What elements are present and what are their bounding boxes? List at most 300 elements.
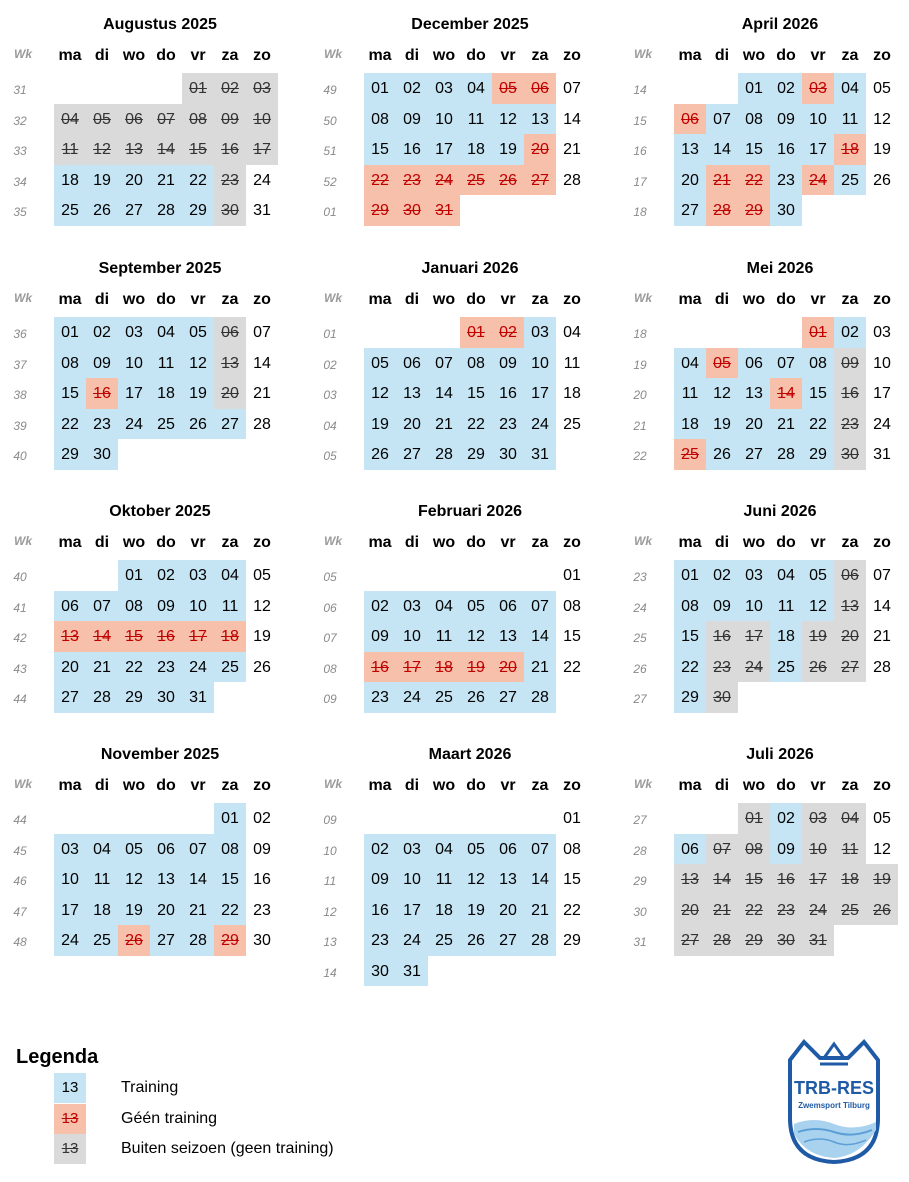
day-cell: 28 — [182, 925, 214, 956]
day-cell: 17 — [396, 895, 428, 926]
day-cell: 29 — [364, 195, 396, 226]
day-cell: 25 — [834, 895, 866, 926]
day-cell: 10 — [524, 348, 556, 379]
weekday-header: ma — [368, 291, 392, 308]
weekday-header: vr — [190, 47, 206, 64]
weekday-header: zo — [253, 291, 271, 308]
month-title: April 2026 — [741, 16, 819, 33]
week-number: 43 — [13, 661, 27, 676]
day-cell: 22 — [214, 895, 246, 926]
day-cell: 01 — [563, 567, 581, 584]
day-cell: 09 — [770, 104, 802, 135]
day-cell: 02 — [253, 810, 271, 827]
weekday-header: di — [714, 291, 730, 308]
weekday-header: zo — [563, 47, 581, 64]
day-cell: 21 — [706, 895, 738, 926]
day-cell: 06 — [396, 348, 428, 379]
week-number: 44 — [13, 813, 27, 827]
week-number: 29 — [633, 874, 647, 888]
day-cell: 04 — [54, 104, 86, 135]
day-cell: 12 — [706, 378, 738, 409]
week-number: 31 — [633, 935, 647, 949]
day-cell: 24 — [253, 171, 271, 189]
day-cell: 04 — [214, 560, 246, 591]
day-cell: 28 — [524, 682, 556, 713]
weekday-header: di — [94, 291, 110, 308]
day-cell: 20 — [396, 409, 428, 440]
weekday-header: zo — [253, 534, 271, 551]
week-number: 08 — [323, 661, 337, 676]
day-cell: 11 — [54, 134, 86, 165]
day-cell: 28 — [563, 171, 581, 189]
day-cell: 24 — [738, 652, 770, 683]
day-cell: 02 — [364, 834, 396, 865]
day-cell: 05 — [492, 73, 524, 104]
day-cell: 13 — [396, 378, 428, 409]
weekday-header: vr — [500, 47, 516, 64]
weekday-header: wo — [742, 291, 766, 308]
day-cell: 30 — [834, 439, 866, 470]
day-cell: 06 — [492, 591, 524, 622]
day-cell: 30 — [706, 682, 738, 713]
weekday-header: za — [531, 777, 549, 794]
day-cell: 05 — [253, 567, 271, 584]
day-cell: 31 — [253, 202, 271, 219]
day-cell: 13 — [738, 378, 770, 409]
day-cell: 22 — [118, 652, 150, 683]
day-cell: 11 — [86, 864, 118, 895]
day-cell: 09 — [214, 104, 246, 135]
day-cell: 13 — [674, 134, 706, 165]
day-cell: 20 — [674, 165, 706, 196]
weekday-header: do — [156, 777, 176, 794]
day-cell: 03 — [873, 324, 891, 341]
weekday-header: zo — [253, 47, 271, 64]
day-cell: 21 — [873, 628, 891, 645]
day-cell: 19 — [118, 895, 150, 926]
day-cell: 24 — [54, 925, 86, 956]
week-number: 13 — [323, 935, 337, 949]
week-number: 25 — [633, 631, 647, 645]
weekday-header: wo — [742, 534, 766, 551]
day-cell: 10 — [182, 591, 214, 622]
week-header: Wk — [14, 291, 32, 305]
day-cell: 26 — [460, 682, 492, 713]
day-cell: 27 — [674, 925, 706, 956]
day-cell: 16 — [214, 134, 246, 165]
day-cell: 21 — [182, 895, 214, 926]
week-number: 05 — [323, 570, 337, 584]
weekday-header: di — [714, 777, 730, 794]
day-cell: 09 — [834, 348, 866, 379]
day-cell: 12 — [460, 864, 492, 895]
day-cell: 08 — [563, 597, 581, 615]
day-cell: 04 — [770, 560, 802, 591]
week-header: Wk — [634, 777, 652, 791]
day-cell: 16 — [770, 134, 802, 165]
legend-label-geen-training: Géén training — [121, 1110, 218, 1127]
weekday-header: do — [466, 534, 486, 551]
day-cell: 13 — [492, 864, 524, 895]
day-cell: 01 — [802, 317, 834, 348]
weekday-header: ma — [368, 534, 392, 551]
day-cell: 04 — [86, 834, 118, 865]
day-cell: 12 — [802, 591, 834, 622]
day-cell: 30 — [364, 956, 396, 987]
day-cell: 22 — [460, 409, 492, 440]
day-cell: 14 — [524, 864, 556, 895]
day-cell: 10 — [428, 104, 460, 135]
day-cell: 21 — [770, 409, 802, 440]
day-cell: 14 — [706, 864, 738, 895]
day-cell: 25 — [563, 415, 581, 433]
day-cell: 04 — [834, 73, 866, 104]
day-cell: 15 — [802, 378, 834, 409]
week-number: 16 — [633, 144, 647, 158]
weekday-header: di — [404, 291, 420, 308]
day-cell: 19 — [364, 409, 396, 440]
day-cell: 14 — [253, 354, 271, 372]
day-cell: 02 — [834, 317, 866, 348]
day-cell: 12 — [492, 104, 524, 135]
weekday-header: wo — [122, 47, 146, 64]
day-cell: 08 — [182, 104, 214, 135]
day-cell: 09 — [364, 864, 396, 895]
week-header: Wk — [324, 291, 342, 305]
weekday-header: wo — [432, 534, 456, 551]
day-cell: 10 — [54, 864, 86, 895]
day-cell: 29 — [674, 682, 706, 713]
day-cell: 18 — [674, 409, 706, 440]
day-cell: 03 — [54, 834, 86, 865]
weekday-header: ma — [58, 534, 82, 551]
day-cell: 26 — [873, 171, 891, 189]
day-cell: 07 — [873, 567, 891, 584]
weekday-header: di — [94, 777, 110, 794]
week-number: 01 — [323, 327, 337, 341]
day-cell: 30 — [86, 439, 118, 470]
day-cell: 05 — [86, 104, 118, 135]
day-cell: 05 — [460, 834, 492, 865]
week-number: 04 — [323, 418, 337, 433]
day-cell: 10 — [396, 621, 428, 652]
day-cell: 14 — [873, 597, 891, 615]
weekday-header: wo — [742, 47, 766, 64]
day-cell: 24 — [873, 415, 891, 433]
day-cell: 06 — [54, 591, 86, 622]
day-cell: 21 — [524, 652, 556, 683]
day-cell: 22 — [54, 409, 86, 440]
day-cell: 27 — [834, 652, 866, 683]
day-cell: 15 — [738, 864, 770, 895]
day-cell: 30 — [150, 682, 182, 713]
day-cell: 21 — [563, 141, 581, 158]
weekday-header: ma — [368, 777, 392, 794]
day-cell: 15 — [674, 621, 706, 652]
day-cell: 30 — [253, 932, 271, 949]
weekday-header: wo — [432, 47, 456, 64]
day-cell: 20 — [54, 652, 86, 683]
day-cell: 08 — [364, 104, 396, 135]
weekday-header: wo — [122, 291, 146, 308]
day-cell: 07 — [182, 834, 214, 865]
day-cell: 02 — [396, 73, 428, 104]
week-number: 26 — [633, 661, 647, 676]
day-cell: 01 — [54, 317, 86, 348]
day-cell: 23 — [770, 895, 802, 926]
day-cell: 27 — [54, 682, 86, 713]
day-cell: 20 — [524, 134, 556, 165]
day-cell: 09 — [253, 840, 271, 858]
day-cell: 08 — [214, 834, 246, 865]
week-number: 34 — [13, 174, 27, 189]
logo-subtitle: Zwemsport Tilburg — [798, 1101, 870, 1110]
day-cell: 11 — [770, 591, 802, 622]
legend-label-buiten-seizoen: Buiten seizoen (geen training) — [121, 1140, 334, 1157]
day-cell: 31 — [428, 195, 460, 226]
week-number: 37 — [13, 357, 27, 372]
week-header: Wk — [324, 777, 342, 791]
day-cell: 05 — [706, 348, 738, 379]
day-cell: 27 — [492, 682, 524, 713]
day-cell: 07 — [428, 348, 460, 379]
day-cell: 14 — [563, 110, 581, 128]
weekday-header: vr — [810, 777, 826, 794]
week-number: 30 — [633, 904, 647, 919]
day-cell: 19 — [182, 378, 214, 409]
week-number: 46 — [13, 874, 27, 888]
day-cell: 16 — [834, 378, 866, 409]
day-cell: 23 — [364, 682, 396, 713]
month-title: September 2025 — [98, 260, 222, 277]
weekday-header: za — [531, 534, 549, 551]
day-cell: 21 — [150, 165, 182, 196]
day-cell: 18 — [770, 621, 802, 652]
weekday-header: vr — [190, 777, 206, 794]
week-header: Wk — [14, 777, 32, 791]
day-cell: 14 — [182, 864, 214, 895]
day-cell: 23 — [150, 652, 182, 683]
day-cell: 18 — [150, 378, 182, 409]
day-cell: 17 — [873, 385, 891, 402]
day-cell: 13 — [118, 134, 150, 165]
day-cell: 16 — [706, 621, 738, 652]
day-cell: 09 — [492, 348, 524, 379]
day-cell: 25 — [214, 652, 246, 683]
week-number: 39 — [13, 418, 27, 433]
weekday-header: do — [776, 291, 796, 308]
day-cell: 29 — [738, 195, 770, 226]
week-header: Wk — [634, 291, 652, 305]
day-cell: 07 — [524, 591, 556, 622]
weekday-header: vr — [190, 291, 206, 308]
day-cell: 21 — [706, 165, 738, 196]
weekday-header: za — [841, 777, 859, 794]
weekday-header: do — [466, 291, 486, 308]
day-cell: 13 — [214, 348, 246, 379]
day-cell: 05 — [802, 560, 834, 591]
day-cell: 19 — [460, 895, 492, 926]
day-cell: 28 — [150, 195, 182, 226]
day-cell: 15 — [563, 871, 581, 888]
day-cell: 06 — [674, 834, 706, 865]
week-number: 19 — [633, 357, 647, 372]
day-cell: 07 — [706, 104, 738, 135]
weekday-header: za — [841, 291, 859, 308]
day-cell: 23 — [834, 409, 866, 440]
day-cell: 30 — [214, 195, 246, 226]
weekday-header: vr — [500, 534, 516, 551]
day-cell: 31 — [873, 446, 891, 463]
day-cell: 19 — [873, 141, 891, 158]
day-cell: 22 — [364, 165, 396, 196]
day-cell: 03 — [396, 834, 428, 865]
weekday-header: zo — [873, 534, 891, 551]
weekday-header: di — [404, 534, 420, 551]
day-cell: 21 — [253, 385, 271, 402]
day-cell: 09 — [150, 591, 182, 622]
day-cell: 18 — [460, 134, 492, 165]
day-cell: 27 — [738, 439, 770, 470]
club-logo-emblem — [780, 1038, 888, 1166]
weekday-header: do — [156, 47, 176, 64]
day-cell: 02 — [770, 73, 802, 104]
day-cell: 06 — [118, 104, 150, 135]
legend-swatch-training: 13 — [54, 1073, 86, 1103]
weekday-header: ma — [368, 47, 392, 64]
week-number: 09 — [323, 692, 337, 706]
day-cell: 26 — [86, 195, 118, 226]
day-cell: 23 — [86, 409, 118, 440]
day-cell: 17 — [396, 652, 428, 683]
legend-swatch-geen-training: 13 — [54, 1104, 86, 1134]
day-cell: 01 — [460, 317, 492, 348]
day-cell: 20 — [834, 621, 866, 652]
weekday-header: wo — [432, 777, 456, 794]
weekday-header: zo — [253, 777, 271, 794]
day-cell: 25 — [460, 165, 492, 196]
week-number: 23 — [633, 570, 647, 584]
week-number: 44 — [13, 692, 27, 706]
day-cell: 03 — [246, 73, 278, 104]
day-cell: 30 — [770, 925, 802, 956]
weekday-header: vr — [190, 534, 206, 551]
day-cell: 23 — [364, 925, 396, 956]
day-cell: 20 — [214, 378, 246, 409]
day-cell: 19 — [86, 165, 118, 196]
day-cell: 13 — [492, 621, 524, 652]
day-cell: 19 — [253, 628, 271, 645]
week-number: 45 — [13, 843, 27, 858]
day-cell: 03 — [738, 560, 770, 591]
weekday-header: za — [841, 47, 859, 64]
week-number: 22 — [633, 449, 647, 463]
week-number: 49 — [323, 83, 337, 97]
month-title: November 2025 — [100, 746, 220, 763]
day-cell: 29 — [738, 925, 770, 956]
day-cell: 11 — [428, 864, 460, 895]
day-cell: 31 — [182, 682, 214, 713]
day-cell: 15 — [563, 628, 581, 645]
day-cell: 14 — [428, 378, 460, 409]
day-cell: 31 — [802, 925, 834, 956]
day-cell: 26 — [866, 895, 898, 926]
day-cell: 18 — [86, 895, 118, 926]
week-number: 09 — [323, 813, 337, 827]
day-cell: 01 — [182, 73, 214, 104]
day-cell: 15 — [738, 134, 770, 165]
weekday-header: ma — [678, 534, 702, 551]
weekday-header: zo — [563, 291, 581, 308]
weekday-header: di — [714, 47, 730, 64]
week-number: 18 — [633, 327, 647, 341]
day-cell: 24 — [802, 165, 834, 196]
day-cell: 04 — [460, 73, 492, 104]
day-cell: 11 — [563, 354, 581, 372]
day-cell: 22 — [802, 409, 834, 440]
month-title: Juni 2026 — [743, 503, 817, 520]
weekday-header: di — [404, 777, 420, 794]
day-cell: 02 — [492, 317, 524, 348]
day-cell: 17 — [54, 895, 86, 926]
day-cell: 16 — [396, 134, 428, 165]
day-cell: 10 — [738, 591, 770, 622]
day-cell: 25 — [86, 925, 118, 956]
weekday-header: do — [776, 777, 796, 794]
day-cell: 24 — [396, 682, 428, 713]
day-cell: 26 — [802, 652, 834, 683]
day-cell: 08 — [54, 348, 86, 379]
weekday-header: wo — [432, 291, 456, 308]
week-number: 32 — [13, 113, 27, 128]
day-cell: 03 — [182, 560, 214, 591]
day-cell: 20 — [738, 409, 770, 440]
week-number: 51 — [323, 144, 337, 158]
weekday-header: za — [531, 47, 549, 64]
weekday-header: vr — [810, 47, 826, 64]
weekday-header: za — [221, 534, 239, 551]
day-cell: 05 — [873, 80, 891, 97]
week-number: 01 — [323, 205, 337, 219]
day-cell: 15 — [214, 864, 246, 895]
day-cell: 29 — [118, 682, 150, 713]
weekday-header: vr — [500, 777, 516, 794]
day-cell: 05 — [873, 810, 891, 827]
day-cell: 28 — [524, 925, 556, 956]
day-cell: 18 — [834, 134, 866, 165]
day-cell: 07 — [706, 834, 738, 865]
month-title: Oktober 2025 — [109, 503, 211, 520]
day-cell: 15 — [364, 134, 396, 165]
day-cell: 02 — [364, 591, 396, 622]
day-cell: 13 — [150, 864, 182, 895]
day-cell: 23 — [770, 165, 802, 196]
day-cell: 18 — [563, 385, 581, 402]
day-cell: 01 — [738, 803, 770, 834]
day-cell: 10 — [396, 864, 428, 895]
day-cell: 28 — [428, 439, 460, 470]
day-cell: 03 — [802, 73, 834, 104]
week-header: Wk — [324, 534, 342, 548]
day-cell: 21 — [524, 895, 556, 926]
day-cell: 27 — [118, 195, 150, 226]
day-cell: 24 — [182, 652, 214, 683]
day-cell: 26 — [118, 925, 150, 956]
day-cell: 17 — [182, 621, 214, 652]
week-number: 27 — [633, 813, 647, 827]
day-cell: 03 — [524, 317, 556, 348]
day-cell: 24 — [428, 165, 460, 196]
